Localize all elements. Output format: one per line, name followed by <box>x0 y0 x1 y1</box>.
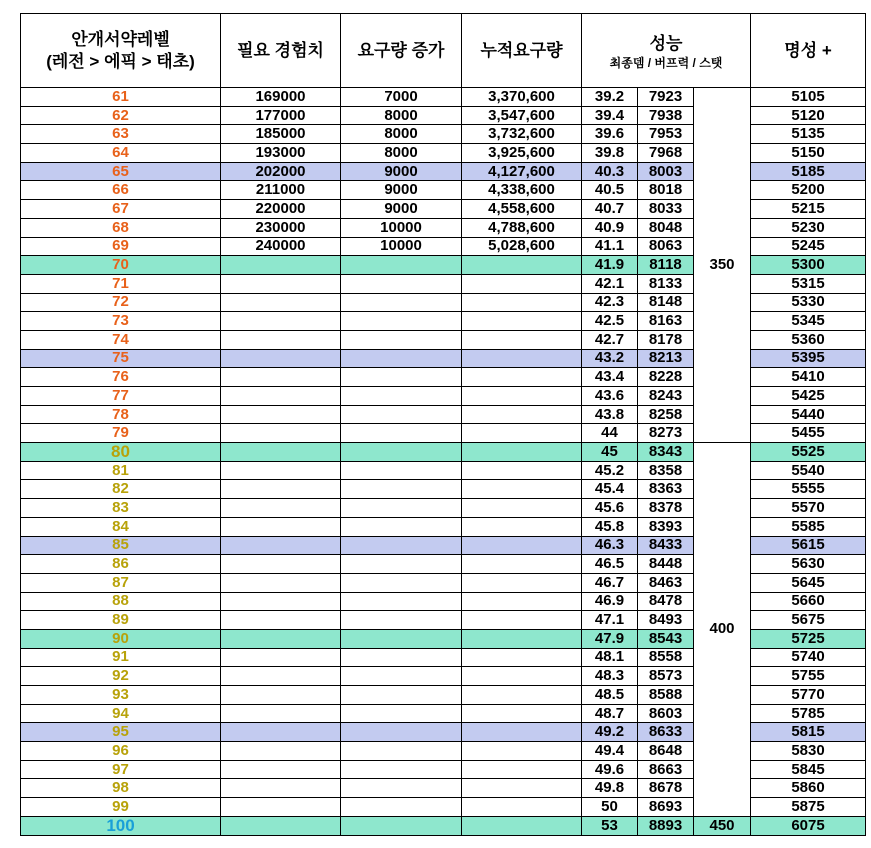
cell-inc <box>341 499 462 518</box>
cell-dmg: 39.2 <box>582 88 638 107</box>
cell-stat-group: 350 <box>694 88 751 443</box>
cell-level: 95 <box>21 723 221 742</box>
cell-fame: 5675 <box>751 611 866 630</box>
cell-dmg: 46.7 <box>582 573 638 592</box>
cell-buff: 8393 <box>638 517 694 536</box>
cell-level: 75 <box>21 349 221 368</box>
cell-fame: 5660 <box>751 592 866 611</box>
cell-dmg: 49.4 <box>582 742 638 761</box>
cell-exp <box>221 798 341 817</box>
cell-stat-group: 450 <box>694 816 751 835</box>
cell-fame: 5315 <box>751 274 866 293</box>
cell-dmg: 48.5 <box>582 686 638 705</box>
cell-fame: 5345 <box>751 312 866 331</box>
cell-buff: 8163 <box>638 312 694 331</box>
cell-inc <box>341 742 462 761</box>
cell-dmg: 39.8 <box>582 144 638 163</box>
cell-cum <box>462 629 582 648</box>
cell-buff: 8633 <box>638 723 694 742</box>
cell-inc: 9000 <box>341 181 462 200</box>
cell-fame: 5845 <box>751 760 866 779</box>
cell-dmg: 46.9 <box>582 592 638 611</box>
cell-dmg: 43.2 <box>582 349 638 368</box>
cell-cum: 3,370,600 <box>462 88 582 107</box>
cell-cum <box>462 274 582 293</box>
cell-level: 76 <box>21 368 221 387</box>
cell-exp: 177000 <box>221 106 341 125</box>
cell-buff: 8178 <box>638 330 694 349</box>
cell-exp <box>221 816 341 835</box>
cell-cum <box>462 256 582 275</box>
header-level-title: 안개서약레벨 <box>71 29 170 49</box>
cell-level: 82 <box>21 480 221 499</box>
cell-level: 63 <box>21 125 221 144</box>
header-perf-sub: 최종뎀 / 버프력 / 스탯 <box>609 55 723 70</box>
cell-cum <box>462 461 582 480</box>
cell-dmg: 45 <box>582 443 638 462</box>
cell-inc <box>341 760 462 779</box>
cell-exp: 211000 <box>221 181 341 200</box>
cell-dmg: 50 <box>582 798 638 817</box>
cell-inc <box>341 368 462 387</box>
table-row <box>21 443 866 462</box>
cell-fame: 5645 <box>751 573 866 592</box>
cell-cum <box>462 424 582 443</box>
cell-inc <box>341 592 462 611</box>
cell-inc <box>341 667 462 686</box>
cell-buff: 8693 <box>638 798 694 817</box>
cell-level: 64 <box>21 144 221 163</box>
cell-buff: 8118 <box>638 256 694 275</box>
cell-cum <box>462 723 582 742</box>
cell-buff: 8448 <box>638 555 694 574</box>
cell-level: 94 <box>21 704 221 723</box>
cell-buff: 8243 <box>638 387 694 406</box>
cell-buff: 8463 <box>638 573 694 592</box>
cell-inc <box>341 443 462 462</box>
header-exp: 필요 경험치 <box>221 14 341 88</box>
cell-dmg: 48.7 <box>582 704 638 723</box>
cell-level: 70 <box>21 256 221 275</box>
cell-fame: 5105 <box>751 88 866 107</box>
cell-cum <box>462 536 582 555</box>
cell-buff: 8378 <box>638 499 694 518</box>
cell-level: 84 <box>21 517 221 536</box>
cell-fame: 5830 <box>751 742 866 761</box>
cell-dmg: 41.1 <box>582 237 638 256</box>
cell-exp <box>221 499 341 518</box>
cell-exp <box>221 648 341 667</box>
cell-exp <box>221 256 341 275</box>
cell-fame: 5740 <box>751 648 866 667</box>
cell-cum <box>462 667 582 686</box>
cell-buff: 8133 <box>638 274 694 293</box>
cell-level: 87 <box>21 573 221 592</box>
cell-level: 77 <box>21 387 221 406</box>
cell-inc: 8000 <box>341 106 462 125</box>
cell-level: 71 <box>21 274 221 293</box>
cell-dmg: 40.7 <box>582 200 638 219</box>
cell-fame: 5860 <box>751 779 866 798</box>
cell-fame: 5455 <box>751 424 866 443</box>
cell-fame: 5540 <box>751 461 866 480</box>
cell-fame: 5615 <box>751 536 866 555</box>
cell-inc <box>341 517 462 536</box>
cell-level: 99 <box>21 798 221 817</box>
cell-level: 100 <box>21 816 221 835</box>
cell-inc: 8000 <box>341 125 462 144</box>
cell-buff: 8003 <box>638 162 694 181</box>
cell-fame: 5120 <box>751 106 866 125</box>
cell-level: 91 <box>21 648 221 667</box>
cell-inc <box>341 648 462 667</box>
cell-exp <box>221 312 341 331</box>
cell-fame: 5875 <box>751 798 866 817</box>
cell-buff: 8228 <box>638 368 694 387</box>
cell-inc <box>341 387 462 406</box>
cell-dmg: 42.7 <box>582 330 638 349</box>
cell-fame: 5150 <box>751 144 866 163</box>
cell-fame: 5330 <box>751 293 866 312</box>
cell-inc <box>341 256 462 275</box>
cell-buff: 7923 <box>638 88 694 107</box>
table-body <box>21 88 866 836</box>
cell-exp <box>221 293 341 312</box>
cell-inc <box>341 480 462 499</box>
cell-buff: 8493 <box>638 611 694 630</box>
cell-cum <box>462 330 582 349</box>
cell-exp <box>221 349 341 368</box>
cell-exp <box>221 704 341 723</box>
cell-fame: 5755 <box>751 667 866 686</box>
cell-inc <box>341 349 462 368</box>
cell-cum <box>462 480 582 499</box>
cell-level: 88 <box>21 592 221 611</box>
cell-inc <box>341 611 462 630</box>
cell-cum: 3,925,600 <box>462 144 582 163</box>
cell-buff: 8663 <box>638 760 694 779</box>
header-level <box>21 14 221 88</box>
cell-level: 67 <box>21 200 221 219</box>
table-row <box>21 88 866 107</box>
cell-exp <box>221 667 341 686</box>
cell-level: 61 <box>21 88 221 107</box>
cell-inc <box>341 424 462 443</box>
cell-buff: 8478 <box>638 592 694 611</box>
cell-exp <box>221 723 341 742</box>
cell-inc <box>341 274 462 293</box>
cell-buff: 8048 <box>638 218 694 237</box>
cell-exp: 240000 <box>221 237 341 256</box>
cell-buff: 8018 <box>638 181 694 200</box>
header-cumulative: 누적요구량 <box>462 14 582 88</box>
cell-inc: 9000 <box>341 200 462 219</box>
cell-level: 89 <box>21 611 221 630</box>
cell-level: 69 <box>21 237 221 256</box>
cell-exp <box>221 779 341 798</box>
cell-dmg: 46.5 <box>582 555 638 574</box>
cell-level: 90 <box>21 629 221 648</box>
cell-exp <box>221 368 341 387</box>
cell-exp <box>221 742 341 761</box>
cell-cum <box>462 312 582 331</box>
cell-dmg: 40.3 <box>582 162 638 181</box>
cell-fame: 5785 <box>751 704 866 723</box>
cell-buff: 8573 <box>638 667 694 686</box>
cell-dmg: 46.3 <box>582 536 638 555</box>
cell-dmg: 43.8 <box>582 405 638 424</box>
cell-exp <box>221 274 341 293</box>
header-row <box>21 14 866 88</box>
cell-exp <box>221 517 341 536</box>
cell-buff: 8433 <box>638 536 694 555</box>
cell-inc <box>341 704 462 723</box>
cell-cum: 5,028,600 <box>462 237 582 256</box>
cell-inc: 7000 <box>341 88 462 107</box>
cell-buff: 8273 <box>638 424 694 443</box>
cell-dmg: 45.8 <box>582 517 638 536</box>
cell-cum <box>462 592 582 611</box>
cell-exp <box>221 443 341 462</box>
cell-exp <box>221 760 341 779</box>
cell-cum <box>462 779 582 798</box>
cell-dmg: 42.5 <box>582 312 638 331</box>
cell-buff: 8148 <box>638 293 694 312</box>
cell-fame: 5215 <box>751 200 866 219</box>
cell-inc <box>341 555 462 574</box>
cell-exp: 169000 <box>221 88 341 107</box>
cell-exp: 220000 <box>221 200 341 219</box>
cell-cum <box>462 555 582 574</box>
cell-fame: 5585 <box>751 517 866 536</box>
cell-level: 85 <box>21 536 221 555</box>
cell-buff: 8543 <box>638 629 694 648</box>
cell-cum <box>462 704 582 723</box>
cell-dmg: 39.6 <box>582 125 638 144</box>
cell-level: 73 <box>21 312 221 331</box>
cell-cum <box>462 443 582 462</box>
cell-dmg: 44 <box>582 424 638 443</box>
cell-inc <box>341 536 462 555</box>
cell-cum <box>462 760 582 779</box>
cell-buff: 8603 <box>638 704 694 723</box>
cell-exp <box>221 330 341 349</box>
cell-inc <box>341 629 462 648</box>
cell-buff: 8558 <box>638 648 694 667</box>
cell-cum <box>462 499 582 518</box>
cell-fame: 5425 <box>751 387 866 406</box>
cell-exp <box>221 629 341 648</box>
cell-dmg: 42.3 <box>582 293 638 312</box>
table-row <box>21 816 866 835</box>
cell-cum <box>462 517 582 536</box>
cell-fame: 5630 <box>751 555 866 574</box>
cell-fame: 5300 <box>751 256 866 275</box>
cell-level: 98 <box>21 779 221 798</box>
cell-dmg: 53 <box>582 816 638 835</box>
cell-buff: 8258 <box>638 405 694 424</box>
cell-exp <box>221 536 341 555</box>
cell-exp <box>221 573 341 592</box>
cell-dmg: 45.2 <box>582 461 638 480</box>
cell-exp <box>221 611 341 630</box>
cell-inc <box>341 405 462 424</box>
cell-inc: 10000 <box>341 237 462 256</box>
cell-buff: 8588 <box>638 686 694 705</box>
cell-fame: 5230 <box>751 218 866 237</box>
header-perf-title: 성능 <box>649 33 683 53</box>
cell-cum <box>462 816 582 835</box>
cell-inc: 9000 <box>341 162 462 181</box>
cell-fame: 5725 <box>751 629 866 648</box>
cell-exp <box>221 424 341 443</box>
cell-buff: 7968 <box>638 144 694 163</box>
cell-inc <box>341 330 462 349</box>
cell-buff: 7938 <box>638 106 694 125</box>
cell-dmg: 43.4 <box>582 368 638 387</box>
cell-dmg: 47.1 <box>582 611 638 630</box>
cell-inc <box>341 816 462 835</box>
cell-fame: 5440 <box>751 405 866 424</box>
cell-exp <box>221 480 341 499</box>
cell-dmg: 39.4 <box>582 106 638 125</box>
cell-cum <box>462 387 582 406</box>
cell-cum: 3,732,600 <box>462 125 582 144</box>
cell-cum <box>462 293 582 312</box>
cell-level: 62 <box>21 106 221 125</box>
cell-fame: 6075 <box>751 816 866 835</box>
cell-exp: 193000 <box>221 144 341 163</box>
cell-fame: 5525 <box>751 443 866 462</box>
cell-cum: 4,338,600 <box>462 181 582 200</box>
cell-level: 65 <box>21 162 221 181</box>
cell-cum <box>462 611 582 630</box>
cell-level: 78 <box>21 405 221 424</box>
cell-exp: 202000 <box>221 162 341 181</box>
cell-cum: 4,788,600 <box>462 218 582 237</box>
cell-fame: 5245 <box>751 237 866 256</box>
cell-cum <box>462 573 582 592</box>
cell-exp <box>221 405 341 424</box>
cell-fame: 5570 <box>751 499 866 518</box>
cell-dmg: 45.4 <box>582 480 638 499</box>
cell-level: 86 <box>21 555 221 574</box>
cell-level: 92 <box>21 667 221 686</box>
cell-cum: 4,558,600 <box>462 200 582 219</box>
cell-inc <box>341 723 462 742</box>
cell-stat-group: 400 <box>694 443 751 817</box>
header-fame: 명성 + <box>751 14 866 88</box>
cell-exp <box>221 555 341 574</box>
cell-fame: 5770 <box>751 686 866 705</box>
cell-dmg: 48.3 <box>582 667 638 686</box>
cell-cum <box>462 368 582 387</box>
header-req-inc: 요구량 증가 <box>341 14 462 88</box>
cell-buff: 8363 <box>638 480 694 499</box>
cell-exp <box>221 686 341 705</box>
cell-level: 93 <box>21 686 221 705</box>
cell-exp: 230000 <box>221 218 341 237</box>
cell-level: 74 <box>21 330 221 349</box>
cell-cum <box>462 405 582 424</box>
cell-dmg: 43.6 <box>582 387 638 406</box>
cell-dmg: 42.1 <box>582 274 638 293</box>
cell-level: 66 <box>21 181 221 200</box>
level-table <box>20 13 866 836</box>
cell-buff: 8648 <box>638 742 694 761</box>
cell-inc <box>341 686 462 705</box>
cell-inc: 10000 <box>341 218 462 237</box>
cell-cum <box>462 742 582 761</box>
cell-buff: 8358 <box>638 461 694 480</box>
cell-inc: 8000 <box>341 144 462 163</box>
cell-inc <box>341 461 462 480</box>
cell-buff: 7953 <box>638 125 694 144</box>
cell-exp <box>221 387 341 406</box>
cell-inc <box>341 312 462 331</box>
cell-dmg: 40.9 <box>582 218 638 237</box>
cell-dmg: 41.9 <box>582 256 638 275</box>
header-level-tiers: (레전 > 에픽 > 태초) <box>46 51 195 71</box>
cell-inc <box>341 293 462 312</box>
cell-fame: 5395 <box>751 349 866 368</box>
cell-fame: 5185 <box>751 162 866 181</box>
header-perf <box>582 14 751 88</box>
cell-level: 81 <box>21 461 221 480</box>
cell-dmg: 49.6 <box>582 760 638 779</box>
cell-buff: 8033 <box>638 200 694 219</box>
cell-level: 96 <box>21 742 221 761</box>
cell-buff: 8678 <box>638 779 694 798</box>
cell-dmg: 49.8 <box>582 779 638 798</box>
cell-inc <box>341 798 462 817</box>
cell-cum: 3,547,600 <box>462 106 582 125</box>
cell-dmg: 45.6 <box>582 499 638 518</box>
cell-fame: 5555 <box>751 480 866 499</box>
cell-level: 72 <box>21 293 221 312</box>
cell-cum <box>462 349 582 368</box>
cell-inc <box>341 779 462 798</box>
cell-dmg: 48.1 <box>582 648 638 667</box>
cell-level: 97 <box>21 760 221 779</box>
cell-cum <box>462 686 582 705</box>
cell-exp <box>221 461 341 480</box>
cell-level: 83 <box>21 499 221 518</box>
cell-inc <box>341 573 462 592</box>
cell-level: 80 <box>21 443 221 462</box>
cell-level: 68 <box>21 218 221 237</box>
cell-fame: 5360 <box>751 330 866 349</box>
cell-dmg: 47.9 <box>582 629 638 648</box>
cell-dmg: 49.2 <box>582 723 638 742</box>
cell-cum: 4,127,600 <box>462 162 582 181</box>
cell-level: 79 <box>21 424 221 443</box>
cell-exp: 185000 <box>221 125 341 144</box>
cell-buff: 8213 <box>638 349 694 368</box>
cell-fame: 5135 <box>751 125 866 144</box>
cell-exp <box>221 592 341 611</box>
cell-buff: 8893 <box>638 816 694 835</box>
cell-fame: 5815 <box>751 723 866 742</box>
cell-cum <box>462 648 582 667</box>
cell-fame: 5410 <box>751 368 866 387</box>
cell-dmg: 40.5 <box>582 181 638 200</box>
cell-cum <box>462 798 582 817</box>
cell-fame: 5200 <box>751 181 866 200</box>
cell-buff: 8063 <box>638 237 694 256</box>
cell-buff: 8343 <box>638 443 694 462</box>
